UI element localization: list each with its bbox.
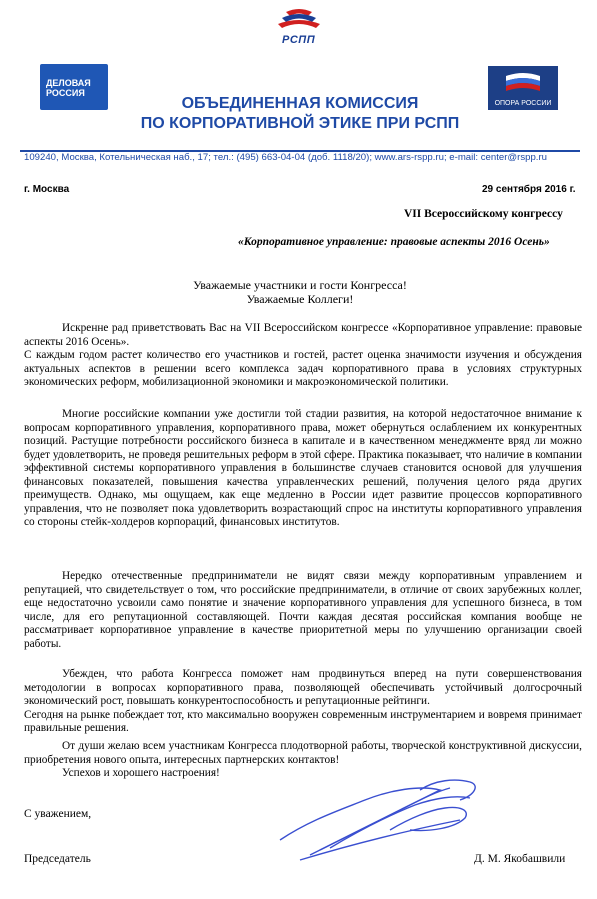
paragraph: Убежден, что работа Конгресса поможет нам продвинуться вперед на пути совершенствования методологии в вопросах корпоративного права, позволяющей обеспечивать устойчивый долгосрочный экономический рост, повышать конкурентоспособность и репутационные рейтинги. — [24, 668, 582, 707]
paragraph: Многие российские компании уже достигли той стадии развития, на которой недостаточное внимание к вопросам корпоративного управления, корпоративного права, может обернуться ослаблением их конкурентных позиций. Растущие потребности российского бизнеса в капитале и в качественном менеджменте вряд ли можно будет удовлетворить, не проведя решительных реформ в этой сфере. Практика показывает, что наличие в компании эффективной системы корпоративного управления в большинстве случаев становится основой для улучшения финансовых показателей, повышения качества управленческих решений, получения целого ряда других преимуществ. Однако, мы ощущаем, как еще медленно в России идет развитие процессов корпоративного управления, что не позволяет пока удовлетворить возрастающий спрос на институты корпоративного управления со стороны стейк-холдеров корпораций, финансовых институтов. — [24, 408, 582, 528]
paragraph-block-3 — [24, 570, 582, 651]
recipient-line2: «Корпоративное управление: правовые аспекты 2016 Осень» — [238, 236, 550, 248]
paragraph: Искренне рад приветствовать Вас на VII Всероссийском конгрессе «Корпоративное управление: правовые аспекты 2016 Осень». — [24, 322, 582, 348]
rspp-logo-text: РСПП — [282, 34, 316, 46]
letter-city: г. Москва — [24, 184, 70, 195]
paragraph: Успехов и хорошего настроения! — [62, 767, 220, 779]
letter-date: 29 сентября 2016 г. — [482, 184, 576, 195]
greeting-line2: Уважаемые Коллеги! — [246, 292, 354, 306]
commission-title-line2: ПО КОРПОРАТИВНОЙ ЭТИКЕ ПРИ РСПП — [140, 115, 460, 132]
contact-address: 109240, Москва, Котельническая наб., 17; тел.: (495) 663-04-04 (доб. 1118/20); www.ars-rspp.ru; e-mail: center@rspp.ru — [24, 152, 548, 163]
closing-phrase: С уважением, — [24, 808, 92, 820]
paragraph: Нередко отечественные предприниматели не видят связи между корпоративным управлением и репутацией, что свидетельствует о том, что российские предприниматели, в отличие от своих зарубежных коллег, еще недостаточно усвоили само понятие и значение корпоративного управления для успешного бизнеса, в том числе, для его репутационной составляющей. Почти каждая десятая российская компания вообще не рассматривает корпоративное управление в качестве приоритетной меры по улучшению организации своей работы. — [24, 570, 582, 650]
opora-logo-caption: ОПОРА РОССИИ — [494, 100, 552, 107]
recipient-line1: VII Всероссийскому конгрессу — [404, 208, 563, 220]
rspp-logo — [268, 8, 330, 46]
commission-title — [130, 94, 470, 134]
handwritten-signature — [270, 770, 500, 870]
paragraph-block-2 — [24, 408, 582, 530]
signer-title: Председатель — [24, 853, 91, 865]
paragraph: Сегодня на рынке побеждает тот, кто максимально вооружен современным инструментарием и вовремя принимает правильные решения. — [24, 708, 582, 734]
commission-title-line1: ОБЪЕДИНЕННАЯ КОМИССИЯ — [181, 95, 419, 112]
paragraph: От души желаю всем участникам Конгресса плодотворной работы, творческой конструктивной дискуссии, приобретения нового опыта, интересных партнерских контактов! — [24, 740, 582, 766]
rspp-emblem-icon — [268, 8, 330, 34]
paragraph: С каждым годом растет количество его участников и гостей, растет оценка значимости изучения и обсуждения актуальных аспектов в решении всего комплекса задач корпоративного права в условиях структурных экономических реформ, мобилизационной экономики и макроэкономической политики. — [24, 349, 582, 388]
delovaya-rossiya-logo — [40, 64, 108, 110]
greeting — [150, 278, 450, 306]
delovaya-logo-line1: ДЕЛОВАЯ — [46, 78, 91, 88]
signer-name: Д. М. Якобашвили — [474, 853, 566, 865]
flag-wave-icon — [506, 72, 540, 94]
paragraph-block-4 — [24, 668, 582, 736]
greeting-line1: Уважаемые участники и гости Конгресса! — [193, 278, 407, 292]
paragraph-block-1 — [24, 322, 582, 390]
delovaya-logo-line2: РОССИЯ — [46, 88, 85, 98]
opora-rossii-logo — [488, 66, 558, 110]
